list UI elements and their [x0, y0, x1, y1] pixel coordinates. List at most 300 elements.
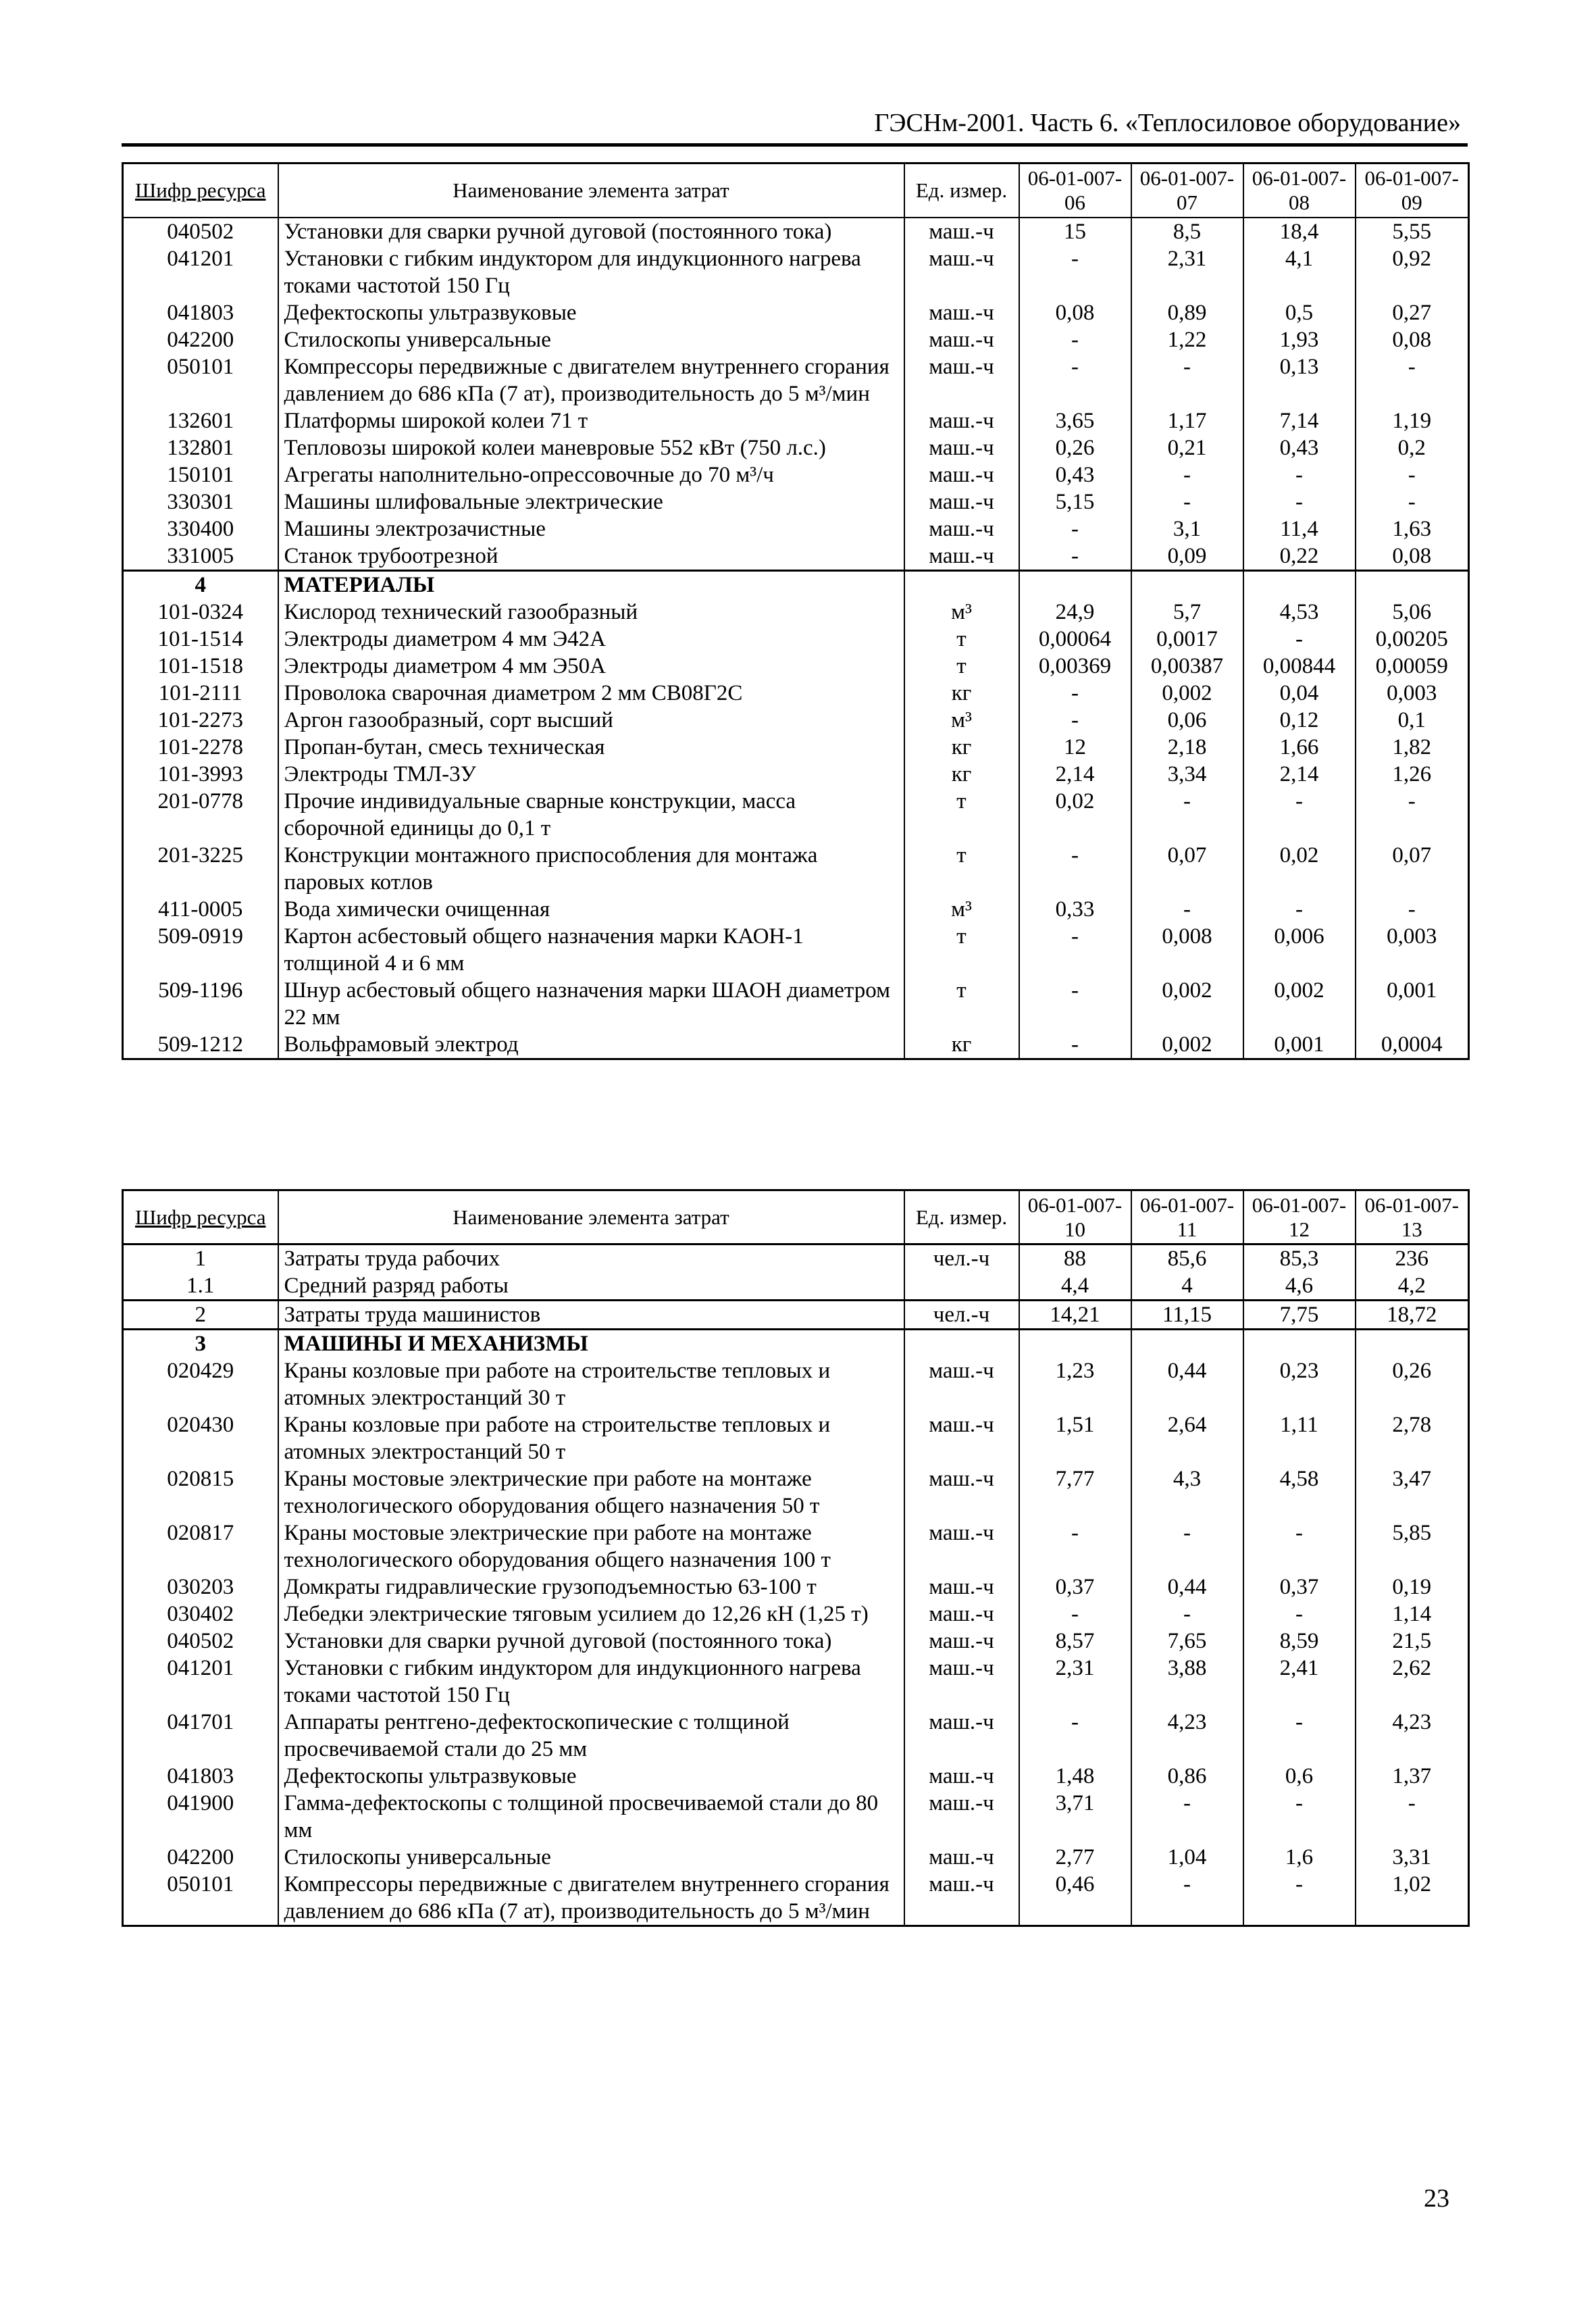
resource-name: МАШИНЫ И МЕХАНИЗМЫ [278, 1330, 904, 1358]
resource-code: 040502 [123, 218, 278, 245]
norm-value: 1,02 [1356, 1871, 1469, 1926]
resource-unit: маш.-ч [904, 1574, 1019, 1601]
resource-code: 041701 [123, 1709, 278, 1763]
resource-name: Затраты труда машинистов [278, 1301, 904, 1330]
norm-value: - [1019, 1709, 1131, 1763]
norm-value: 0,00369 [1019, 653, 1131, 680]
norm-value: 0,008 [1131, 923, 1243, 977]
table-row [123, 245, 1469, 299]
norm-value: - [1019, 1031, 1131, 1059]
norm-value: 11,4 [1243, 515, 1356, 543]
norm-value [1019, 570, 1131, 599]
norm-value: - [1131, 1601, 1243, 1628]
col-header-name: Наименование элемента затрат [278, 1190, 904, 1244]
resource-unit: т [904, 923, 1019, 977]
resource-code: 041201 [123, 245, 278, 299]
norm-value: 0,02 [1243, 842, 1356, 896]
norm-value: 15 [1019, 218, 1131, 245]
norm-value: 85,6 [1131, 1244, 1243, 1273]
resource-unit: т [904, 842, 1019, 896]
table-row [123, 761, 1469, 788]
col-header-norm: 06-01-007-07 [1131, 164, 1243, 218]
norm-value: 0,43 [1243, 434, 1356, 461]
norm-value: 0,08 [1356, 543, 1469, 571]
resource-name: Конструкции монтажного приспособления для монтажа паровых котлов [278, 842, 904, 896]
norm-value: 0,002 [1131, 1031, 1243, 1059]
norm-value: 0,08 [1019, 299, 1131, 326]
resource-name: Пропан-бутан, смесь техническая [278, 734, 904, 761]
resource-unit: маш.-ч [904, 1790, 1019, 1844]
norm-value: 0,2 [1356, 434, 1469, 461]
resource-code: 041201 [123, 1655, 278, 1709]
norm-value: 1,93 [1243, 326, 1356, 353]
norm-value: 1,23 [1019, 1357, 1131, 1411]
table-row [123, 1709, 1469, 1763]
resource-code: 030203 [123, 1574, 278, 1601]
resource-name: Средний разряд работы [278, 1272, 904, 1301]
norm-value: 8,5 [1131, 218, 1243, 245]
resource-unit: чел.-ч [904, 1301, 1019, 1330]
norm-value: - [1131, 1790, 1243, 1844]
table-row [123, 788, 1469, 842]
norm-value: 1,19 [1356, 407, 1469, 434]
resource-name: Проволока сварочная диаметром 2 мм СВ08Г2С [278, 680, 904, 707]
resource-code: 041900 [123, 1790, 278, 1844]
resource-unit: маш.-ч [904, 434, 1019, 461]
norm-value: - [1019, 923, 1131, 977]
table-row [123, 1411, 1469, 1465]
table-row [123, 461, 1469, 488]
norm-value: - [1019, 326, 1131, 353]
resource-unit: маш.-ч [904, 326, 1019, 353]
norm-value: - [1243, 896, 1356, 923]
resource-name: Дефектоскопы ультразвуковые [278, 299, 904, 326]
norm-value: - [1019, 1601, 1131, 1628]
resource-name: Электроды ТМЛ-3У [278, 761, 904, 788]
norm-value: 4,6 [1243, 1272, 1356, 1301]
norm-value: 2,31 [1131, 245, 1243, 299]
resource-code: 101-2278 [123, 734, 278, 761]
table-row [123, 1357, 1469, 1411]
norm-value: 3,88 [1131, 1655, 1243, 1709]
resource-unit: маш.-ч [904, 1763, 1019, 1790]
norm-value: 0,001 [1243, 1031, 1356, 1059]
norm-value: 5,55 [1356, 218, 1469, 245]
resource-unit: маш.-ч [904, 407, 1019, 434]
table-row [123, 599, 1469, 626]
norm-value: - [1019, 353, 1131, 407]
table-row [123, 707, 1469, 734]
resource-unit: маш.-ч [904, 299, 1019, 326]
section-row [123, 1244, 1469, 1273]
resource-code: 4 [123, 570, 278, 599]
resource-name: Машины электрозачистные [278, 515, 904, 543]
resource-name: Аппараты рентгено-дефектоскопические с толщиной просвечиваемой стали до 25 мм [278, 1709, 904, 1763]
norm-value: 1,17 [1131, 407, 1243, 434]
table-row [123, 434, 1469, 461]
resource-name: Аргон газообразный, сорт высший [278, 707, 904, 734]
resource-name: Картон асбестовый общего назначения марки КАОН-1 толщиной 4 и 6 мм [278, 923, 904, 977]
col-header-code: Шифр ресурса [123, 1190, 278, 1244]
norm-value: 3,1 [1131, 515, 1243, 543]
norm-value: 3,65 [1019, 407, 1131, 434]
resource-unit: кг [904, 680, 1019, 707]
norm-value: - [1356, 1790, 1469, 1844]
resource-name: Электроды диаметром 4 мм Э50А [278, 653, 904, 680]
norm-value: - [1019, 977, 1131, 1031]
resource-code: 020815 [123, 1465, 278, 1519]
resource-unit: м³ [904, 896, 1019, 923]
norm-value: 4,3 [1131, 1465, 1243, 1519]
norm-value: 1,37 [1356, 1763, 1469, 1790]
norm-value: 21,5 [1356, 1628, 1469, 1655]
resource-code: 1.1 [123, 1272, 278, 1301]
resource-name: МАТЕРИАЛЫ [278, 570, 904, 599]
norm-value: 2,64 [1131, 1411, 1243, 1465]
norm-value: 0,44 [1131, 1574, 1243, 1601]
table-row [123, 1628, 1469, 1655]
norm-value: - [1019, 1519, 1131, 1574]
table-row [123, 1031, 1469, 1059]
resource-code: 040502 [123, 1628, 278, 1655]
norm-value: 0,26 [1356, 1357, 1469, 1411]
norm-value: 0,22 [1243, 543, 1356, 571]
table-row [123, 653, 1469, 680]
resource-code: 050101 [123, 353, 278, 407]
norm-value: - [1131, 353, 1243, 407]
norm-value: 11,15 [1131, 1301, 1243, 1330]
resource-code: 330400 [123, 515, 278, 543]
norm-value: 0,00844 [1243, 653, 1356, 680]
norm-value: 0,002 [1131, 977, 1243, 1031]
table-row [123, 1790, 1469, 1844]
resource-code: 101-1518 [123, 653, 278, 680]
norm-value: - [1243, 1709, 1356, 1763]
resource-unit: т [904, 653, 1019, 680]
norm-value: - [1243, 488, 1356, 515]
resource-unit: маш.-ч [904, 515, 1019, 543]
resource-name: Краны козловые при работе на строительстве тепловых и атомных электростанций 30 т [278, 1357, 904, 1411]
col-header-norm: 06-01-007-06 [1019, 164, 1131, 218]
table-row [123, 734, 1469, 761]
norm-value: - [1019, 543, 1131, 571]
header-rule [122, 143, 1468, 147]
resource-unit: маш.-ч [904, 218, 1019, 245]
table-row [123, 626, 1469, 653]
resource-table-1 [122, 162, 1470, 1060]
col-header-norm: 06-01-007-12 [1243, 1190, 1356, 1244]
table-row [123, 842, 1469, 896]
resource-code: 509-0919 [123, 923, 278, 977]
norm-value: - [1243, 461, 1356, 488]
resource-name: Установки с гибким индуктором для индукционного нагрева токами частотой 150 Гц [278, 1655, 904, 1709]
norm-value: 2,78 [1356, 1411, 1469, 1465]
resource-code: 101-0324 [123, 599, 278, 626]
resource-name: Компрессоры передвижные с двигателем внутреннего сгорания давлением до 686 кПа (7 ат), производительность до 5 м³/мин [278, 353, 904, 407]
resource-code: 330301 [123, 488, 278, 515]
resource-name: Стилоскопы универсальные [278, 326, 904, 353]
norm-value: 4,23 [1356, 1709, 1469, 1763]
resource-code: 020817 [123, 1519, 278, 1574]
resource-table-2 [122, 1189, 1470, 1927]
norm-value: 0,43 [1019, 461, 1131, 488]
resource-name: Домкраты гидравлические грузоподъемностью 63-100 т [278, 1574, 904, 1601]
norm-value: 3,31 [1356, 1844, 1469, 1871]
norm-value: - [1131, 461, 1243, 488]
table-row [123, 218, 1469, 245]
norm-value: 3,47 [1356, 1465, 1469, 1519]
col-header-norm: 06-01-007-08 [1243, 164, 1356, 218]
table-row [123, 680, 1469, 707]
table-row [123, 407, 1469, 434]
table-row [123, 1655, 1469, 1709]
norm-value: - [1243, 1601, 1356, 1628]
table-row [123, 488, 1469, 515]
col-header-norm: 06-01-007-09 [1356, 164, 1469, 218]
resource-code: 201-0778 [123, 788, 278, 842]
col-header-code: Шифр ресурса [123, 164, 278, 218]
norm-value: 5,7 [1131, 599, 1243, 626]
resource-unit: маш.-ч [904, 1465, 1019, 1519]
resource-name: Машины шлифовальные электрические [278, 488, 904, 515]
norm-value: 1,82 [1356, 734, 1469, 761]
norm-value: 1,11 [1243, 1411, 1356, 1465]
norm-value: 4 [1131, 1272, 1243, 1301]
norm-value [1243, 1330, 1356, 1358]
resource-code: 150101 [123, 461, 278, 488]
norm-value: 4,4 [1019, 1272, 1131, 1301]
norm-value: 88 [1019, 1244, 1131, 1273]
norm-value: 0,0004 [1356, 1031, 1469, 1059]
resource-code: 041803 [123, 1763, 278, 1790]
norm-value: 1,48 [1019, 1763, 1131, 1790]
col-header-unit: Ед. измер. [904, 1190, 1019, 1244]
norm-value: 0,00059 [1356, 653, 1469, 680]
resource-code: 201-3225 [123, 842, 278, 896]
resource-unit: маш.-ч [904, 1519, 1019, 1574]
norm-value: 0,06 [1131, 707, 1243, 734]
norm-value: 24,9 [1019, 599, 1131, 626]
table-row [123, 543, 1469, 571]
norm-value: 0,006 [1243, 923, 1356, 977]
resource-name: Затраты труда рабочих [278, 1244, 904, 1273]
norm-value: 2,14 [1243, 761, 1356, 788]
resource-code: 042200 [123, 1844, 278, 1871]
col-header-name: Наименование элемента затрат [278, 164, 904, 218]
norm-value: 1,26 [1356, 761, 1469, 788]
norm-value: - [1019, 707, 1131, 734]
resource-code: 411-0005 [123, 896, 278, 923]
norm-value: 2,77 [1019, 1844, 1131, 1871]
resource-unit: маш.-ч [904, 1871, 1019, 1926]
resource-unit: маш.-ч [904, 1844, 1019, 1871]
norm-value: 236 [1356, 1244, 1469, 1273]
table-row [123, 1871, 1469, 1926]
norm-value: 2,31 [1019, 1655, 1131, 1709]
table-row [123, 923, 1469, 977]
norm-value: 0,23 [1243, 1357, 1356, 1411]
resource-code: 101-3993 [123, 761, 278, 788]
resource-code: 331005 [123, 543, 278, 571]
norm-value: 0,37 [1019, 1574, 1131, 1601]
norm-value: 0,44 [1131, 1357, 1243, 1411]
resource-unit: кг [904, 761, 1019, 788]
resource-code: 101-2273 [123, 707, 278, 734]
norm-value: 1,66 [1243, 734, 1356, 761]
norm-value: 0,86 [1131, 1763, 1243, 1790]
norm-value: 0,27 [1356, 299, 1469, 326]
norm-value: 0,002 [1243, 977, 1356, 1031]
resource-name: Станок трубоотрезной [278, 543, 904, 571]
norm-value: 3,34 [1131, 761, 1243, 788]
norm-value: 0,33 [1019, 896, 1131, 923]
table-row [123, 1601, 1469, 1628]
norm-value: 0,00205 [1356, 626, 1469, 653]
norm-value: 1,14 [1356, 1601, 1469, 1628]
table-row [123, 326, 1469, 353]
resource-name: Шнур асбестовый общего назначения марки ШАОН диаметром 22 мм [278, 977, 904, 1031]
table-row [123, 896, 1469, 923]
table-row [123, 1574, 1469, 1601]
table-row [123, 1519, 1469, 1574]
norm-value: 7,75 [1243, 1301, 1356, 1330]
norm-value: 0,21 [1131, 434, 1243, 461]
resource-name: Установки для сварки ручной дуговой (постоянного тока) [278, 218, 904, 245]
resource-unit: кг [904, 1031, 1019, 1059]
norm-value: 1,63 [1356, 515, 1469, 543]
resource-unit [904, 1330, 1019, 1358]
resource-unit: чел.-ч [904, 1244, 1019, 1273]
resource-unit [904, 1272, 1019, 1301]
table-row [123, 1272, 1469, 1301]
norm-value: - [1019, 515, 1131, 543]
norm-value: 85,3 [1243, 1244, 1356, 1273]
resource-code: 132801 [123, 434, 278, 461]
resource-unit: маш.-ч [904, 543, 1019, 571]
resource-name: Дефектоскопы ультразвуковые [278, 1763, 904, 1790]
page-number: 23 [1424, 2184, 1449, 2213]
resource-unit: маш.-ч [904, 461, 1019, 488]
norm-value [1131, 1330, 1243, 1358]
resource-unit: маш.-ч [904, 1709, 1019, 1763]
resource-code: 2 [123, 1301, 278, 1330]
resource-name: Прочие индивидуальные сварные конструкции, масса сборочной единицы до 0,1 т [278, 788, 904, 842]
resource-name: Лебедки электрические тяговым усилием до 12,26 кН (1,25 т) [278, 1601, 904, 1628]
resource-unit: т [904, 977, 1019, 1031]
resource-unit: м³ [904, 707, 1019, 734]
norm-value [1356, 1330, 1469, 1358]
norm-value: 2,62 [1356, 1655, 1469, 1709]
norm-value: 0,6 [1243, 1763, 1356, 1790]
resource-code: 020430 [123, 1411, 278, 1465]
resource-unit: маш.-ч [904, 1655, 1019, 1709]
norm-value: - [1131, 1519, 1243, 1574]
resource-name: Платформы широкой колеи 71 т [278, 407, 904, 434]
norm-value: 2,41 [1243, 1655, 1356, 1709]
norm-value: 0,08 [1356, 326, 1469, 353]
resource-unit: маш.-ч [904, 1357, 1019, 1411]
resource-unit: маш.-ч [904, 1601, 1019, 1628]
norm-value: 0,09 [1131, 543, 1243, 571]
resource-code: 041803 [123, 299, 278, 326]
norm-value: 18,72 [1356, 1301, 1469, 1330]
norm-value [1243, 570, 1356, 599]
norm-value: - [1243, 1871, 1356, 1926]
resource-unit: маш.-ч [904, 488, 1019, 515]
resource-code: 050101 [123, 1871, 278, 1926]
norm-value: 2,18 [1131, 734, 1243, 761]
norm-value: - [1131, 896, 1243, 923]
resource-name: Вода химически очищенная [278, 896, 904, 923]
norm-value: 14,21 [1019, 1301, 1131, 1330]
resource-name: Электроды диаметром 4 мм Э42А [278, 626, 904, 653]
norm-value: 4,53 [1243, 599, 1356, 626]
resource-name: Гамма-дефектоскопы с толщиной просвечиваемой стали до 80 мм [278, 1790, 904, 1844]
norm-value: 0,04 [1243, 680, 1356, 707]
norm-value: 4,58 [1243, 1465, 1356, 1519]
section-row [123, 570, 1469, 599]
norm-value: - [1019, 245, 1131, 299]
norm-value: 0,12 [1243, 707, 1356, 734]
norm-value: 0,0017 [1131, 626, 1243, 653]
norm-value: - [1243, 1790, 1356, 1844]
norm-value: 1,04 [1131, 1844, 1243, 1871]
norm-value: 0,19 [1356, 1574, 1469, 1601]
table-row [123, 1465, 1469, 1519]
table-row [123, 353, 1469, 407]
resource-name: Краны козловые при работе на строительстве тепловых и атомных электростанций 50 т [278, 1411, 904, 1465]
norm-value: 0,37 [1243, 1574, 1356, 1601]
resource-name: Стилоскопы универсальные [278, 1844, 904, 1871]
norm-value: - [1356, 488, 1469, 515]
col-header-unit: Ед. измер. [904, 164, 1019, 218]
norm-value: - [1243, 1519, 1356, 1574]
resource-unit: т [904, 788, 1019, 842]
norm-value: 0,13 [1243, 353, 1356, 407]
resource-name: Агрегаты наполнительно-опрессовочные до 70 м³/ч [278, 461, 904, 488]
norm-value: 18,4 [1243, 218, 1356, 245]
resource-code: 509-1212 [123, 1031, 278, 1059]
norm-value [1131, 570, 1243, 599]
resource-name: Краны мостовые электрические при работе на монтаже технологического оборудования общего назначения 100 т [278, 1519, 904, 1574]
norm-value: 1,22 [1131, 326, 1243, 353]
norm-value: 0,5 [1243, 299, 1356, 326]
resource-unit: м³ [904, 599, 1019, 626]
resource-unit: кг [904, 734, 1019, 761]
resource-code: 042200 [123, 326, 278, 353]
norm-value: 5,85 [1356, 1519, 1469, 1574]
norm-value: 4,1 [1243, 245, 1356, 299]
table-row [123, 1763, 1469, 1790]
resource-code: 1 [123, 1244, 278, 1273]
resource-unit [904, 570, 1019, 599]
norm-value [1356, 570, 1469, 599]
resource-name: Кислород технический газообразный [278, 599, 904, 626]
norm-value: 0,07 [1356, 842, 1469, 896]
norm-value: - [1019, 842, 1131, 896]
page-header-title: ГЭСНм-2001. Часть 6. «Теплосиловое оборудование» [874, 109, 1461, 137]
norm-value: 1,6 [1243, 1844, 1356, 1871]
norm-value: 0,003 [1356, 680, 1469, 707]
resource-name: Тепловозы широкой колеи маневровые 552 кВт (750 л.с.) [278, 434, 904, 461]
norm-value: 0,00387 [1131, 653, 1243, 680]
resource-name: Установки для сварки ручной дуговой (постоянного тока) [278, 1628, 904, 1655]
col-header-norm: 06-01-007-10 [1019, 1190, 1131, 1244]
norm-value: 7,65 [1131, 1628, 1243, 1655]
section-row [123, 1301, 1469, 1330]
norm-value: 2,14 [1019, 761, 1131, 788]
norm-value: - [1131, 1871, 1243, 1926]
